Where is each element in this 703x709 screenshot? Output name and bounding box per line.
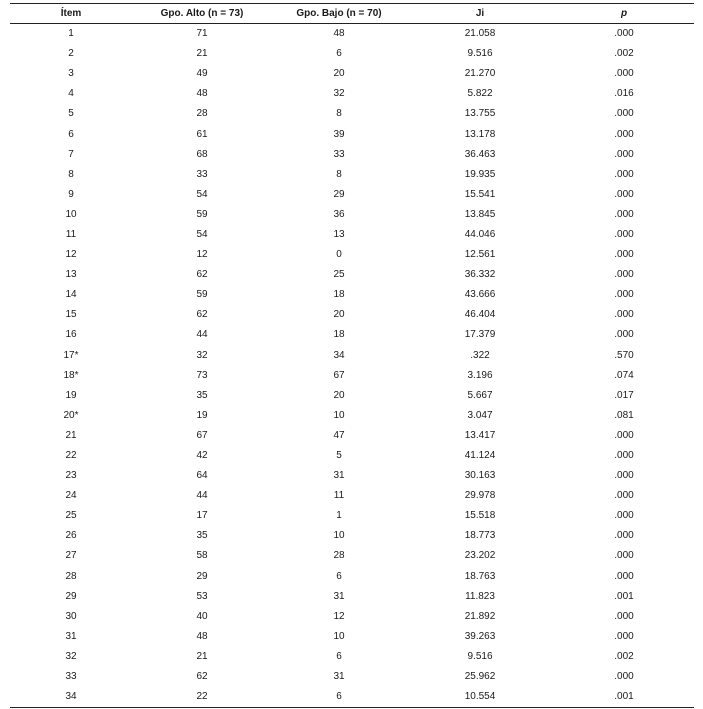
cell-p-value: .000 <box>614 148 634 160</box>
table-row <box>10 225 694 245</box>
cell-high-group: 28 <box>196 108 208 120</box>
cell-item: 15 <box>65 309 77 321</box>
cell-p-value: .000 <box>614 168 634 180</box>
cell-low-group: 12 <box>333 610 345 622</box>
cell-chi-square: 36.463 <box>464 148 496 160</box>
cell-high-group: 44 <box>196 490 208 502</box>
table-row <box>10 285 694 305</box>
cell-low-group: 6 <box>336 691 342 703</box>
cell-chi-square: 21.058 <box>464 28 496 40</box>
cell-high-group: 67 <box>196 429 208 441</box>
table-row <box>10 165 694 185</box>
cell-high-group: 48 <box>196 88 208 100</box>
header-item: Ítem <box>60 8 82 19</box>
cell-high-group: 29 <box>196 570 208 582</box>
cell-p-value: .000 <box>614 289 634 301</box>
table-row <box>10 506 694 526</box>
cell-p-value: .000 <box>614 550 634 562</box>
cell-p-value: .000 <box>614 490 634 502</box>
cell-chi-square: 41.124 <box>464 450 496 462</box>
cell-high-group: 68 <box>196 148 208 160</box>
cell-low-group: 18 <box>333 289 345 301</box>
table-row <box>10 486 694 506</box>
cell-p-value: .000 <box>614 228 634 240</box>
cell-low-group: 25 <box>333 269 345 281</box>
cell-low-group: 20 <box>333 309 345 321</box>
table-row <box>10 265 694 285</box>
cell-high-group: 19 <box>196 409 208 421</box>
cell-chi-square: 44.046 <box>464 228 496 240</box>
cell-item: 32 <box>65 650 77 662</box>
cell-p-value: .000 <box>614 188 634 200</box>
cell-low-group: 8 <box>336 168 342 180</box>
cell-chi-square: 13.845 <box>464 208 496 220</box>
table-row <box>10 64 694 84</box>
cell-item: 7 <box>68 148 74 160</box>
cell-high-group: 22 <box>196 691 208 703</box>
cell-chi-square: 21.270 <box>464 68 496 80</box>
cell-chi-square: 11.823 <box>465 590 495 602</box>
cell-low-group: 5 <box>336 450 342 462</box>
cell-item: 16 <box>65 329 77 341</box>
cell-item: 28 <box>65 570 77 582</box>
cell-low-group: 34 <box>333 349 345 361</box>
cell-p-value: .570 <box>614 349 634 361</box>
cell-p-value: .000 <box>614 128 634 140</box>
cell-p-value: .002 <box>614 48 634 60</box>
header-chi-square: Ji <box>475 8 485 19</box>
header-row <box>10 4 694 24</box>
cell-p-value: .000 <box>614 630 634 642</box>
cell-item: 4 <box>68 88 74 100</box>
table-row <box>10 607 694 627</box>
cell-high-group: 62 <box>196 671 208 683</box>
results-table-container <box>10 3 694 708</box>
table-row <box>10 24 694 45</box>
cell-chi-square: 13.178 <box>464 128 496 140</box>
cell-p-value: .000 <box>614 269 634 281</box>
cell-item: 11 <box>65 228 77 240</box>
table-body <box>10 24 694 708</box>
cell-high-group: 35 <box>196 530 208 542</box>
cell-item: 6 <box>68 128 74 140</box>
cell-p-value: .000 <box>614 671 634 683</box>
table-row <box>10 104 694 124</box>
cell-high-group: 54 <box>196 228 208 240</box>
cell-low-group: 13 <box>333 228 345 240</box>
header-low-group: Gpo. Bajo (n = 70) <box>296 8 382 19</box>
table-row <box>10 687 694 708</box>
cell-p-value: .000 <box>614 68 634 80</box>
cell-low-group: 33 <box>333 148 345 160</box>
table-row <box>10 325 694 345</box>
cell-p-value: .000 <box>614 309 634 321</box>
cell-chi-square: 29.978 <box>464 490 496 502</box>
table-row <box>10 627 694 647</box>
cell-item: 14 <box>65 289 77 301</box>
chi-square-table <box>10 3 694 708</box>
table-row <box>10 647 694 667</box>
cell-high-group: 12 <box>196 249 208 261</box>
cell-high-group: 64 <box>196 470 208 482</box>
cell-item: 25 <box>65 510 77 522</box>
cell-chi-square: 5.667 <box>467 389 493 401</box>
cell-high-group: 44 <box>196 329 208 341</box>
cell-p-value: .001 <box>614 691 634 703</box>
table-row <box>10 567 694 587</box>
cell-p-value: .000 <box>614 208 634 220</box>
table-header <box>10 4 694 24</box>
cell-chi-square: 19.935 <box>464 168 496 180</box>
table-row <box>10 466 694 486</box>
cell-item: 26 <box>65 530 77 542</box>
cell-chi-square: 15.541 <box>464 188 496 200</box>
cell-p-value: .000 <box>614 510 634 522</box>
cell-chi-square: 5.822 <box>467 88 493 100</box>
cell-chi-square: 25.962 <box>464 671 496 683</box>
cell-low-group: 10 <box>333 409 345 421</box>
cell-item: 21 <box>65 429 77 441</box>
table-row <box>10 526 694 546</box>
cell-item: 18* <box>63 369 79 381</box>
cell-chi-square: 21.892 <box>464 610 496 622</box>
cell-chi-square: 9.516 <box>467 650 493 662</box>
cell-low-group: 10 <box>333 630 345 642</box>
table-row <box>10 305 694 325</box>
cell-low-group: 39 <box>333 128 345 140</box>
table-row <box>10 446 694 466</box>
cell-low-group: 6 <box>336 48 342 60</box>
cell-item: 23 <box>65 470 77 482</box>
table-row <box>10 426 694 446</box>
table-row <box>10 386 694 406</box>
cell-low-group: 20 <box>333 68 345 80</box>
cell-chi-square: 43.666 <box>464 289 496 301</box>
cell-low-group: 31 <box>333 671 345 683</box>
cell-chi-square: 3.047 <box>467 409 493 421</box>
cell-chi-square: 46.404 <box>464 309 496 321</box>
cell-item: 30 <box>65 610 77 622</box>
cell-p-value: .000 <box>614 108 634 120</box>
cell-high-group: 33 <box>196 168 208 180</box>
cell-p-value: .081 <box>614 409 634 421</box>
cell-low-group: 48 <box>333 28 345 40</box>
cell-item: 20* <box>63 409 79 421</box>
cell-item: 34 <box>65 691 77 703</box>
cell-low-group: 28 <box>333 550 345 562</box>
cell-p-value: .002 <box>614 650 634 662</box>
cell-high-group: 42 <box>196 450 208 462</box>
cell-item: 19 <box>65 389 77 401</box>
cell-p-value: .000 <box>614 28 634 40</box>
cell-high-group: 32 <box>196 349 208 361</box>
cell-high-group: 35 <box>196 389 208 401</box>
cell-chi-square: 18.763 <box>464 570 496 582</box>
cell-chi-square: 9.516 <box>467 48 493 60</box>
cell-item: 10 <box>65 208 77 220</box>
cell-high-group: 62 <box>196 309 208 321</box>
cell-low-group: 0 <box>336 249 342 261</box>
cell-chi-square: 13.417 <box>464 429 496 441</box>
cell-high-group: 58 <box>196 550 208 562</box>
cell-high-group: 40 <box>196 610 208 622</box>
cell-item: 22 <box>65 450 77 462</box>
cell-chi-square: 13.755 <box>464 108 496 120</box>
table-row <box>10 124 694 144</box>
cell-chi-square: 3.196 <box>467 369 493 381</box>
table-row <box>10 546 694 566</box>
cell-item: 3 <box>68 68 74 80</box>
cell-low-group: 31 <box>333 590 345 602</box>
table-row <box>10 366 694 386</box>
table-row <box>10 185 694 205</box>
cell-low-group: 6 <box>336 570 342 582</box>
cell-low-group: 32 <box>333 88 345 100</box>
table-row <box>10 205 694 225</box>
cell-item: 8 <box>68 168 74 180</box>
cell-p-value: .000 <box>614 570 634 582</box>
cell-low-group: 67 <box>333 369 345 381</box>
cell-low-group: 6 <box>336 650 342 662</box>
header-high-group: Gpo. Alto (n = 73) <box>160 8 244 19</box>
cell-low-group: 1 <box>336 510 342 522</box>
cell-p-value: .000 <box>614 610 634 622</box>
cell-p-value: .000 <box>614 429 634 441</box>
cell-item: 1 <box>68 28 74 40</box>
cell-p-value: .000 <box>614 450 634 462</box>
header-p-value: p <box>620 8 628 19</box>
cell-high-group: 53 <box>196 590 208 602</box>
cell-low-group: 20 <box>333 389 345 401</box>
table-row <box>10 667 694 687</box>
cell-low-group: 11 <box>333 490 345 502</box>
cell-chi-square: 17.379 <box>464 329 496 341</box>
cell-item: 5 <box>68 108 74 120</box>
cell-high-group: 49 <box>196 68 208 80</box>
cell-p-value: .017 <box>614 389 634 401</box>
cell-high-group: 71 <box>196 28 208 40</box>
cell-low-group: 10 <box>333 530 345 542</box>
table-row <box>10 587 694 607</box>
table-row <box>10 44 694 64</box>
cell-item: 31 <box>65 630 77 642</box>
cell-item: 17* <box>63 349 79 361</box>
cell-item: 9 <box>68 188 74 200</box>
cell-high-group: 17 <box>196 510 208 522</box>
cell-high-group: 21 <box>196 48 208 60</box>
cell-high-group: 48 <box>196 630 208 642</box>
cell-chi-square: 39.263 <box>464 630 496 642</box>
cell-p-value: .000 <box>614 329 634 341</box>
cell-high-group: 62 <box>196 269 208 281</box>
cell-low-group: 36 <box>333 208 345 220</box>
cell-low-group: 47 <box>333 429 345 441</box>
cell-chi-square: 18.773 <box>464 530 496 542</box>
cell-high-group: 59 <box>196 289 208 301</box>
cell-item: 29 <box>65 590 77 602</box>
cell-item: 24 <box>65 490 77 502</box>
cell-chi-square: 30.163 <box>464 470 496 482</box>
table-row <box>10 346 694 366</box>
cell-p-value: .001 <box>614 590 634 602</box>
cell-item: 2 <box>68 48 74 60</box>
cell-high-group: 73 <box>196 369 208 381</box>
table-row <box>10 406 694 426</box>
cell-chi-square: 15.518 <box>464 510 496 522</box>
cell-high-group: 21 <box>196 650 208 662</box>
table-row <box>10 84 694 104</box>
cell-p-value: .074 <box>614 369 634 381</box>
cell-high-group: 54 <box>196 188 208 200</box>
cell-low-group: 29 <box>333 188 345 200</box>
cell-item: 12 <box>65 249 77 261</box>
cell-item: 27 <box>65 550 77 562</box>
cell-p-value: .000 <box>614 470 634 482</box>
cell-item: 13 <box>65 269 77 281</box>
cell-high-group: 59 <box>196 208 208 220</box>
cell-p-value: .016 <box>614 88 634 100</box>
cell-p-value: .000 <box>614 249 634 261</box>
cell-p-value: .000 <box>614 530 634 542</box>
cell-low-group: 8 <box>336 108 342 120</box>
cell-chi-square: 36.332 <box>464 269 496 281</box>
cell-chi-square: .322 <box>470 349 490 361</box>
cell-low-group: 31 <box>333 470 345 482</box>
cell-chi-square: 12.561 <box>464 249 496 261</box>
table-row <box>10 245 694 265</box>
cell-item: 33 <box>65 671 77 683</box>
cell-chi-square: 23.202 <box>464 550 496 562</box>
cell-low-group: 18 <box>333 329 345 341</box>
cell-high-group: 61 <box>196 128 208 140</box>
cell-chi-square: 10.554 <box>464 691 496 703</box>
table-row <box>10 145 694 165</box>
